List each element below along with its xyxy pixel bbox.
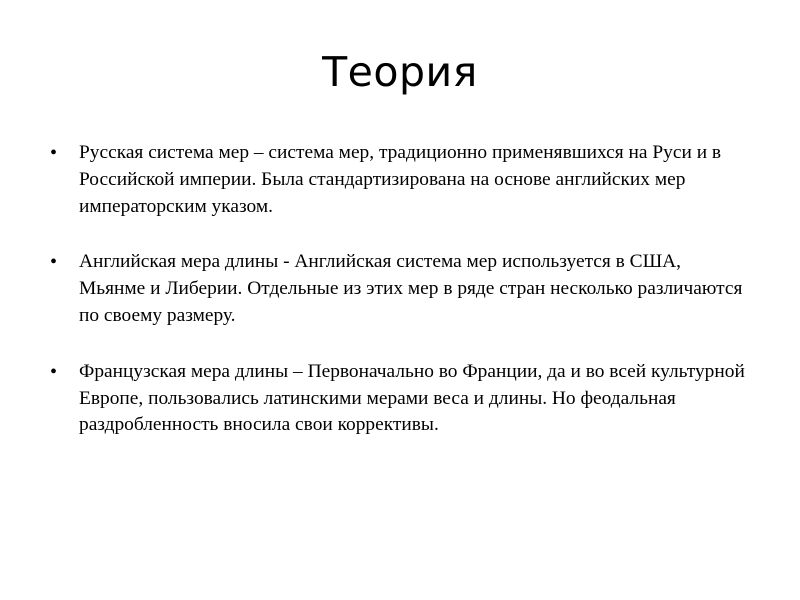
slide-title: Теория [322, 48, 478, 96]
bullet-item-russian-system [50, 140, 750, 220]
bullet-marker: • [50, 251, 58, 274]
bullet-marker: • [50, 360, 58, 383]
bullet-list [50, 140, 750, 468]
bullet-item-english-measure [50, 249, 750, 329]
bullet-marker: • [50, 142, 58, 164]
bullet-text: Английская мера длины - Английская система мер используется в США, Мьянме и Либерии. Отдельные из этих мер в ряде стран несколько различаются по своему размеру. [79, 251, 743, 326]
bullet-text: Французская мера длины – Первоначально во Франции, да и во всей культурной Европе, пользовались латинскими мерами веса и длины. Но феодальная раздробленность вносила свои коррективы. [79, 360, 745, 436]
bullet-text: Русская система мер – система мер, традиционно применявшихся на Руси и в Российской империи. Была стандартизирована на основе английских мер императорским указом. [79, 142, 722, 217]
bullet-item-french-measure [50, 359, 750, 439]
